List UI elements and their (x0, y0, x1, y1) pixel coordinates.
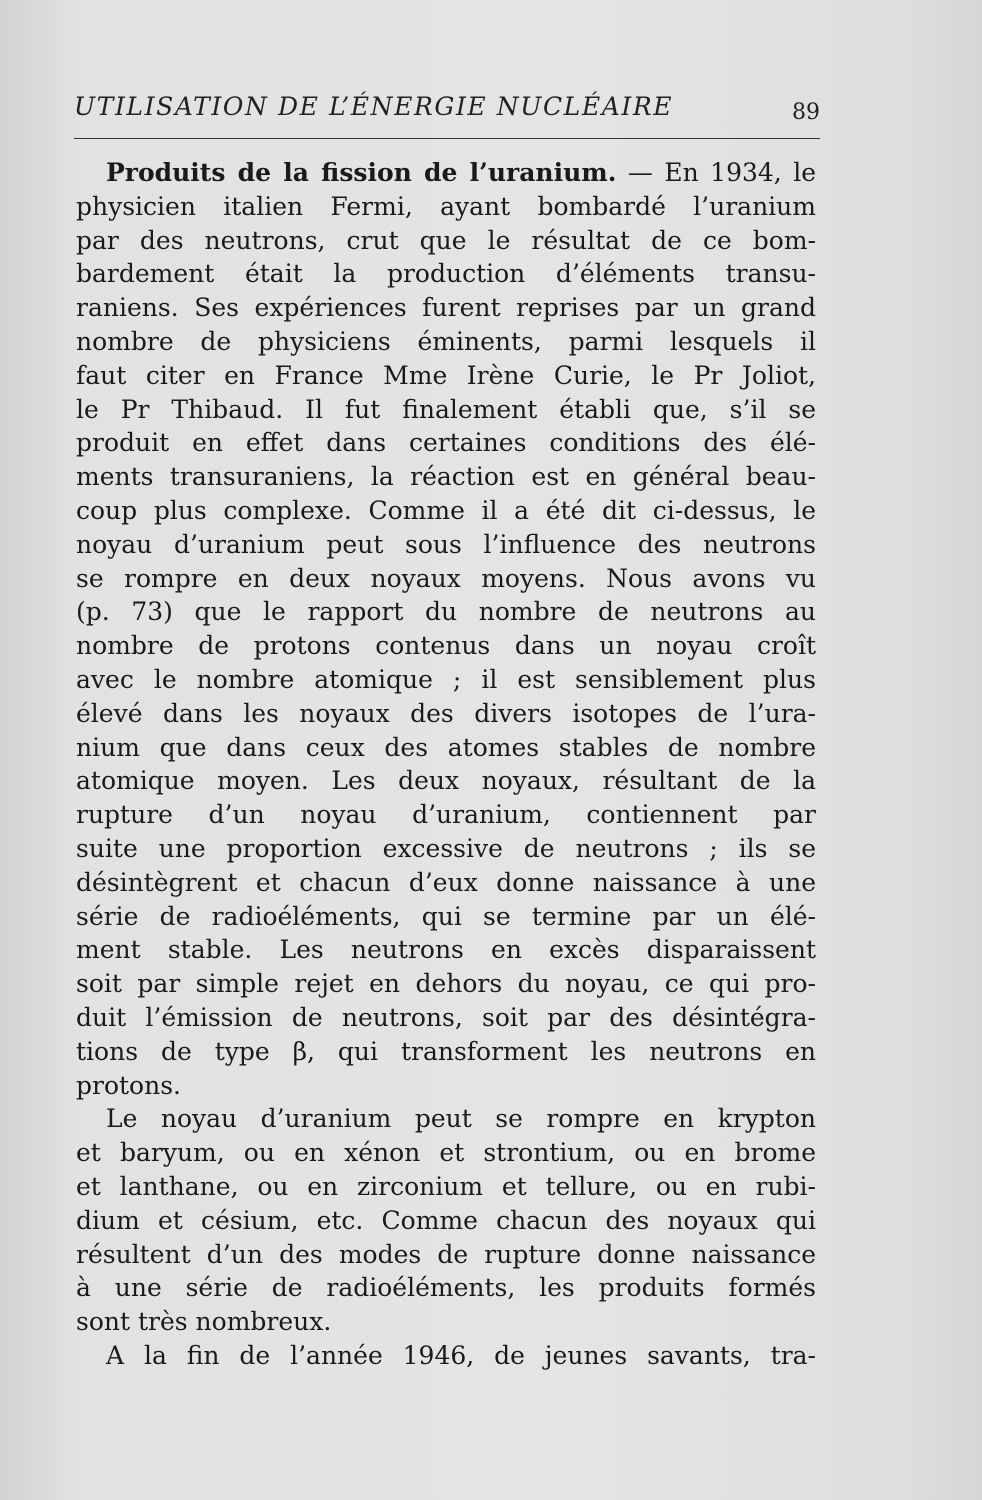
text-line: ments transuraniens, la réaction est en général beau- (76, 462, 816, 492)
text-line: tions de type β, qui transforment les neutrons en (76, 1036, 816, 1066)
text-line-content: — En 1934, le (616, 158, 816, 187)
text-line: noyau d’uranium peut sous l’influence des neutrons (76, 529, 816, 559)
text-line: soit par simple rejet en dehors du noyau, ce qui pro- (76, 969, 816, 999)
page-number: 89 (792, 100, 820, 125)
text-line: et baryum, ou en xénon et strontium, ou en brome (76, 1138, 816, 1168)
text-line: se rompre en deux noyaux moyens. Nous avons vu (76, 563, 816, 593)
text-line: résultent d’un des modes de rupture donne naissance (76, 1239, 816, 1269)
header-rule (74, 138, 820, 139)
text-line: et lanthane, ou en zirconium et tellure, ou en rubi- (76, 1171, 816, 1201)
text-line: protons. (76, 1070, 181, 1100)
text-line: dium et césium, etc. Comme chacun des noyaux qui (76, 1205, 816, 1235)
text-line: Le noyau d’uranium peut se rompre en krypton (106, 1104, 816, 1134)
text-line: rupture d’un noyau d’uranium, contiennent par (76, 800, 816, 830)
text-line: faut citer en France Mme Irène Curie, le Pr Joliot, (76, 360, 816, 390)
text-line: nombre de protons contenus dans un noyau croît (76, 631, 816, 661)
text-line: série de radioéléments, qui se termine par un élé- (76, 901, 816, 931)
text-line: sont très nombreux. (76, 1307, 332, 1337)
text-line: duit l’émission de neutrons, soit par des désintégra- (76, 1002, 816, 1032)
text-line: nium que dans ceux des atomes stables de nombre (76, 732, 816, 762)
text-line: atomique moyen. Les deux noyaux, résultant de la (76, 766, 816, 796)
text-line: le Pr Thibaud. Il fut finalement établi que, s’il se (76, 394, 816, 424)
text-line: suite une proportion excessive de neutrons ; ils se (76, 833, 816, 863)
text-line: bardement était la production d’éléments transu- (76, 259, 816, 289)
text-line: raniens. Ses expériences furent reprises par un grand (76, 293, 816, 323)
text-line: ment stable. Les neutrons en excès disparaissent (76, 935, 816, 965)
text-line: désintègrent et chacun d’eux donne naissance à une (76, 867, 816, 897)
text-line: avec le nombre atomique ; il est sensiblement plus (76, 664, 816, 694)
text-line: par des neutrons, crut que le résultat de ce bom- (76, 225, 816, 255)
text-line: à une série de radioéléments, les produits formés (76, 1273, 816, 1303)
text-line: produit en effet dans certaines conditions des élé- (76, 428, 816, 458)
text-line: coup plus complexe. Comme il a été dit ci-dessus, le (76, 495, 816, 525)
page-header (74, 92, 824, 132)
text-line (76, 156, 816, 190)
section-heading: Produits de la fission de l’uranium. (106, 158, 617, 187)
text-line: physicien italien Fermi, ayant bombardé l’uranium (76, 191, 816, 221)
text-line: (p. 73) que le rapport du nombre de neutrons au (76, 597, 816, 627)
running-title: UTILISATION DE L’ÉNERGIE NUCLÉAIRE (74, 92, 674, 121)
text-line: élevé dans les noyaux des divers isotopes de l’ura- (76, 698, 816, 728)
body-text (76, 156, 816, 1373)
text-line: nombre de physiciens éminents, parmi lesquels il (76, 326, 816, 356)
text-line: A la fin de l’année 1946, de jeunes savants, tra- (106, 1340, 816, 1370)
